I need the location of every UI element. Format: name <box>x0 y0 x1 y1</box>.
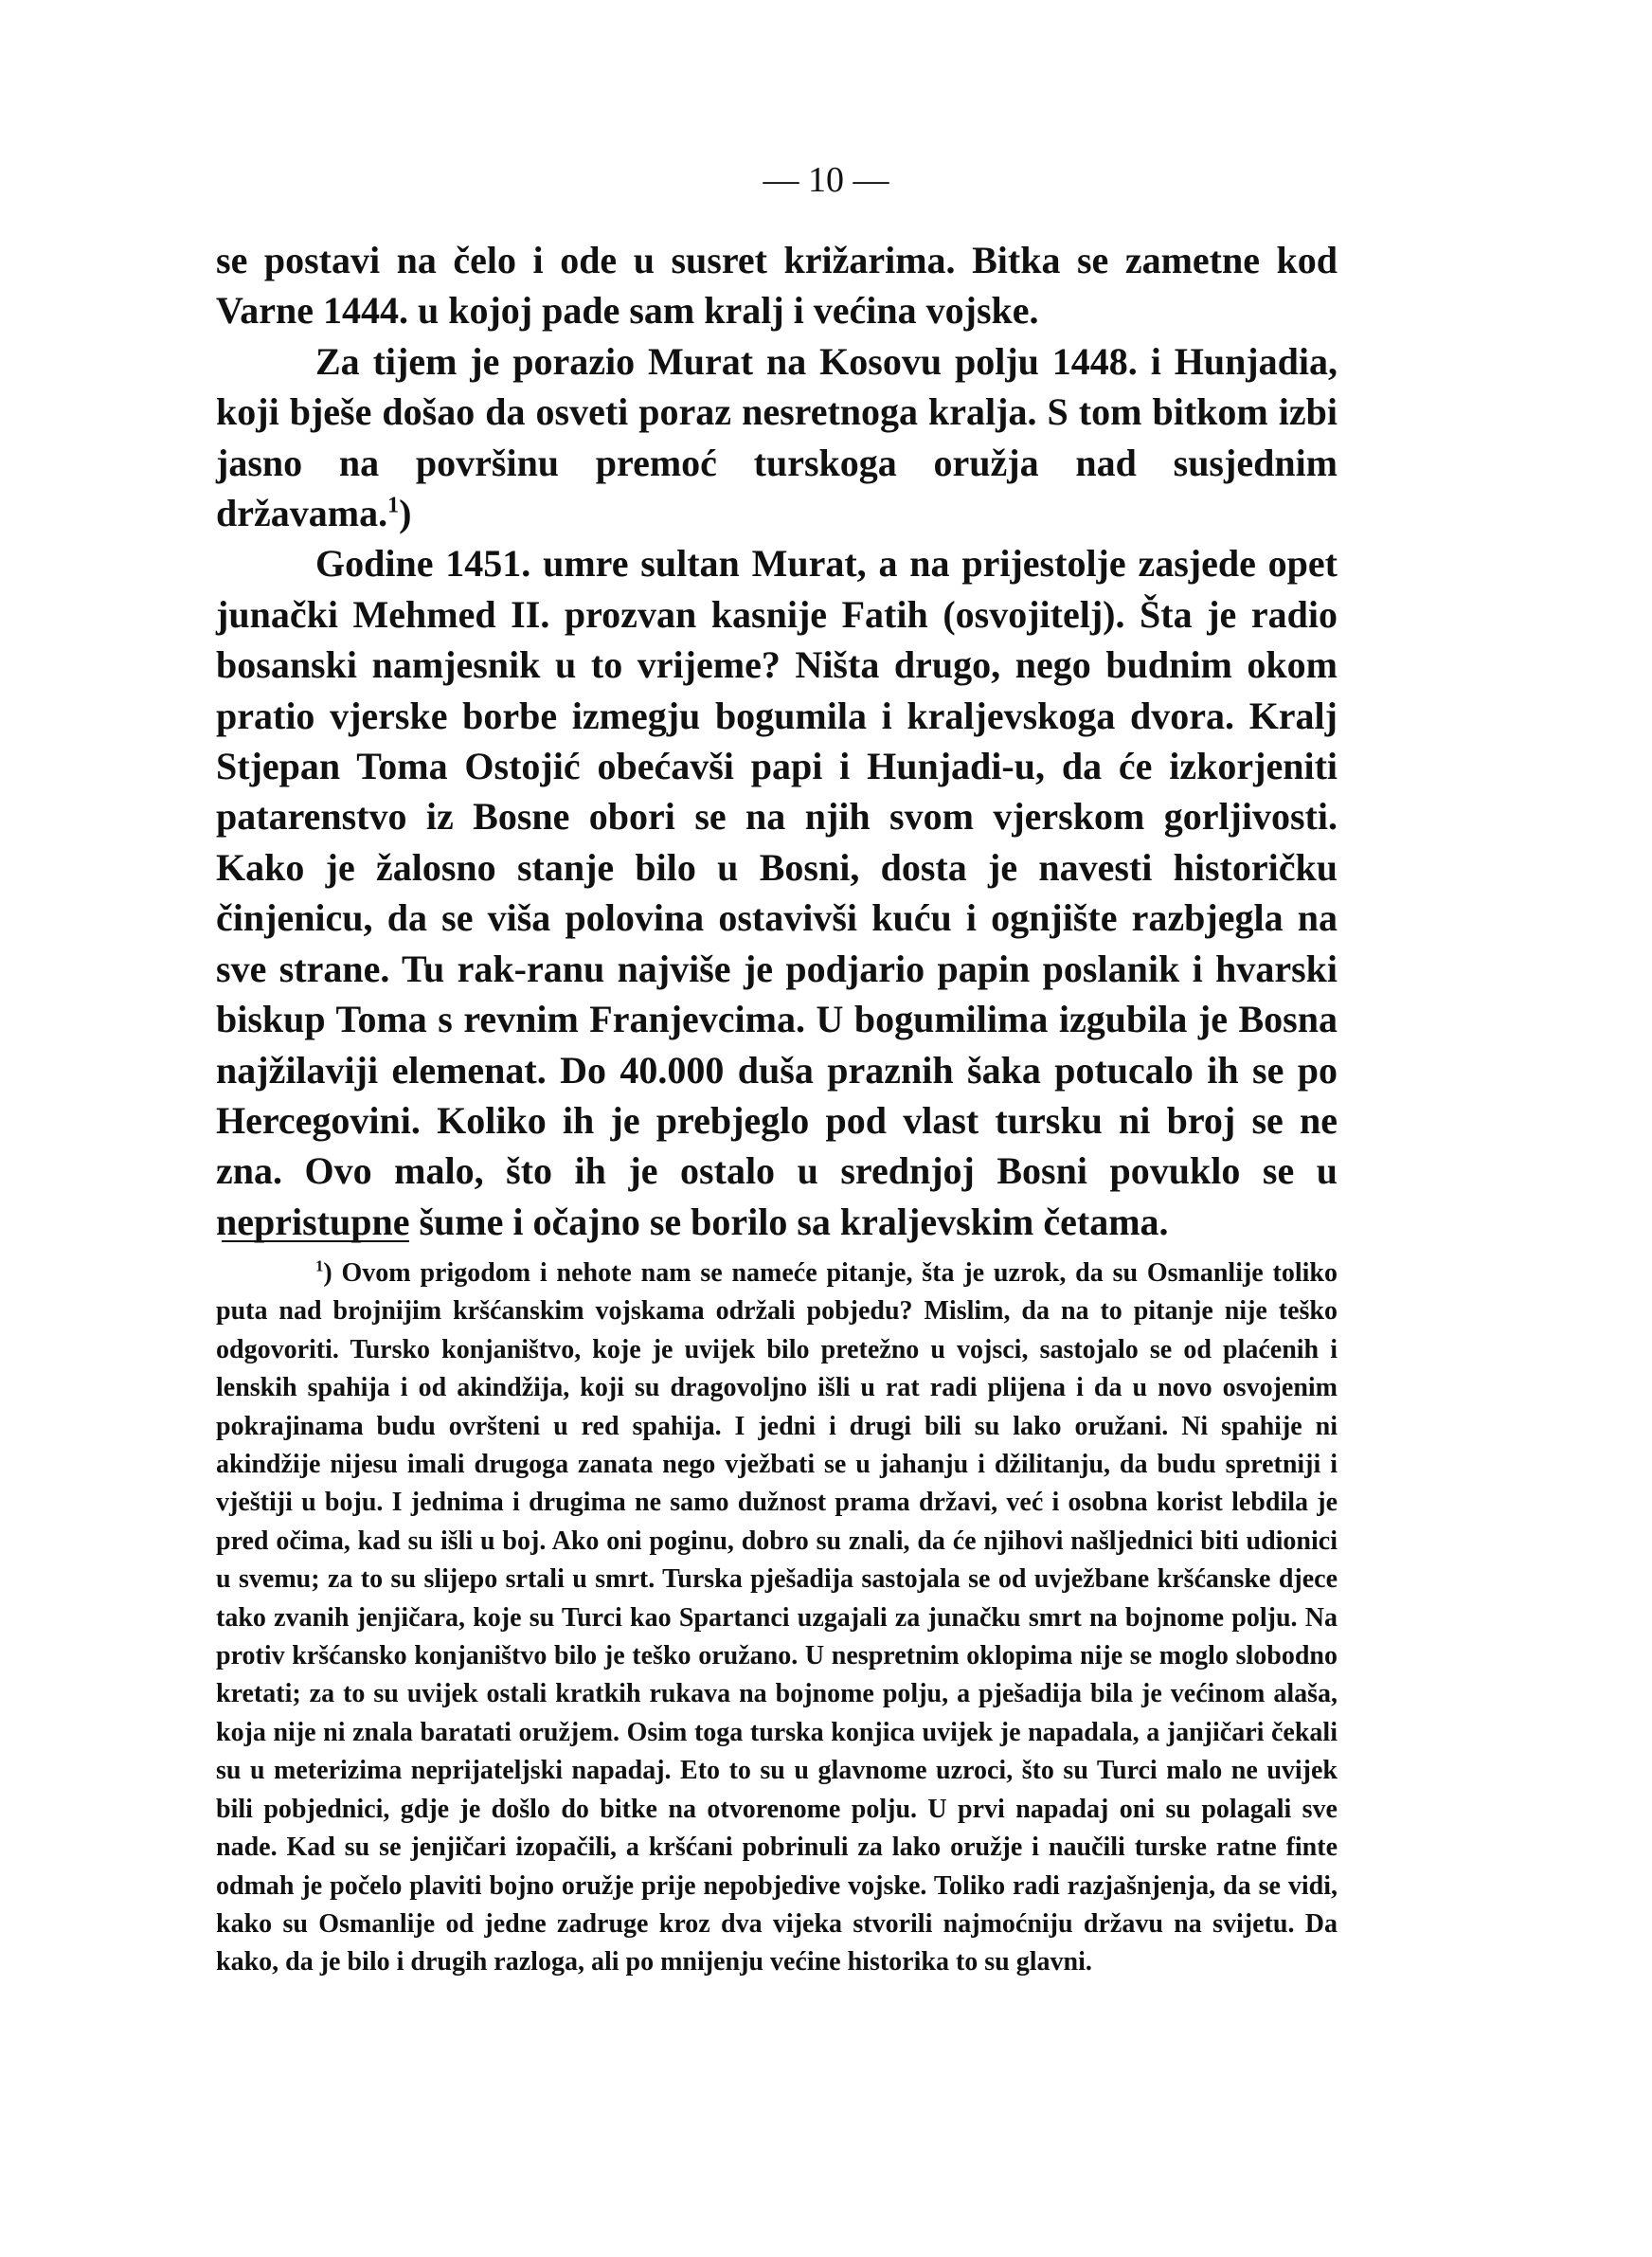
body-text <box>216 235 1338 1247</box>
paragraph <box>216 336 1338 539</box>
footnote-reference: 1 <box>387 493 400 518</box>
footnote-mark-paren: ) <box>323 1258 332 1288</box>
footnote-text: Ovom prigodom i nehote nam se nameće pitanje, šta je uzrok, da su Osmanlije toliko puta nad brojnijim kršćanskim vojskama održali pobjedu? Mislim, da na to pitanje nije teško odgovoriti. Tursko konjaništvo, koje je uvijek bilo pretežno u vojsci, sastojalo se od plaćenih i lenskih spahija i od akindžija, koji su dragovoljno išli u rat radi plijena i da u novo osvojenim pokrajinama budu ovršteni u red spahija. I jedni i drugi bili su lako oružani. Ni spahije ni akindžije nijesu imali drugoga zanata nego vježbati se u jahanju i džilitanju, da budu spretniji i vještiji u boju. I jednima i drugima ne samo dužnost prama državi, već i osobna korist lebdila je pred očima, kad su išli u boj. Ako oni poginu, dobro su znali, da će njihovi našljednici biti udionici u svemu; za to su slijepo srtali u smrt. Turska pješadija sastojala se od uvježbane kršćanske djece tako zvanih jenjičara, koje su Turci kao Spartanci uzgajali za junačku smrt na bojnome polju. Na protiv kršćansko konjaništvo bilo je teško oružano. U nespretnim oklopima nije se moglo slobodno kretati; za to su uvijek ostali kratkih rukava na bojnome polju, a pješadija bila je većinom alaša, koja nije ni znala baratati oružjem. Osim toga turska konjica uvijek je napadala, a janjičari čekali su u meterizima neprijateljski napadaj. Eto to su u glavnome uzroci, što su Turci malo ne uvijek bili pobjednici, gdje je došlo do bitke na otvorenome polju. U prvi napadaj oni su polagali sve nade. Kad su se jenjičari izopačili, a kršćani pobrinuli za lako oružje i naučili turske ratne finte odmah je počelo plaviti bojno oružje prije nepobjedive vojske. Toliko radi razjašnjenja, da se vidi, kako su Osmanlije od jedne zadruge kroz dva vijeka stvorili najmoćniju državu na svijetu. Da kako, da je bilo i drugih razloga, ali po mnijenju većine historika to su glavni. <box>216 1258 1338 1977</box>
paragraph: se postavi na čelo i ode u susret križarima. Bitka se zametne kod Varne 1444. u kojoj pade sam kralj i većina vojske. <box>216 239 1338 333</box>
footnote <box>216 1255 1338 1982</box>
footnote-mark: 1 <box>315 1256 324 1275</box>
page-number: — 10 — <box>763 160 889 200</box>
footnote-reference-paren: ) <box>399 492 412 535</box>
footnote-separator <box>222 1240 409 1242</box>
paragraph-text: Za tijem je porazio Murat na Kosovu polju 1448. i Hunjadia, koji bješe došao da osveti poraz nesretnoga kralja. S tom bitkom izbi jasno na površinu premoć turskoga oružja nad susjednim državama. <box>216 339 1338 535</box>
paragraph: Godine 1451. umre sultan Murat, a na prijestolje zasjede opet junački Mehmed II. prozvan kasnije Fatih (osvojitelj). Šta je radio bosanski namjesnik u to vrijeme? Ništa drugo, nego budnim okom pratio vjerske borbe izmegju bogumila i kraljevskoga dvora. Kralj Stjepan Toma Ostojić obećavši papi i Hunjadi-u, da će izkorjeniti patarenstvo iz Bosne obori se na njih svom vjerskom gorljivosti. Kako je žalosno stanje bilo u Bosni, dosta je navesti historičku činjenicu, da se viša polovina ostavivši kuću i ognjište razbjegla na sve strane. Tu rak-ranu najviše je podjario papin poslanik i hvarski biskup Toma s revnim Franjevcima. U bogumilima izgubila je Bosna najžilaviji elemenat. Do 40.000 duša praznih šaka potucalo ih se po Hercegovini. Koliko ih je prebjeglo pod vlast tursku ni broj se ne zna. Ovo malo, što ih je ostalo u srednjoj Bosni povuklo se u nepristupne šume i očajno se borilo sa kraljevskim četama. <box>216 542 1338 1243</box>
footnote-paragraph <box>216 1255 1338 1982</box>
